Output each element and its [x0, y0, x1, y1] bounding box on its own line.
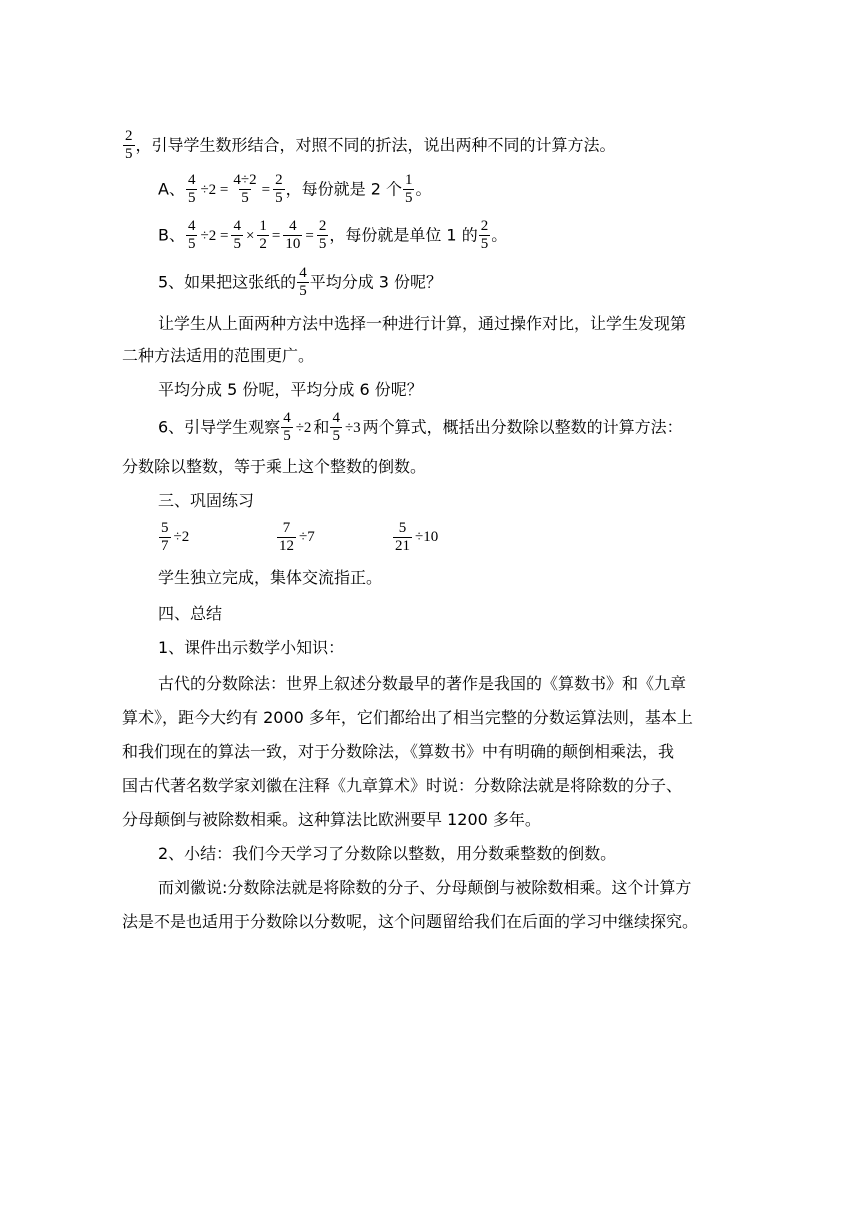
exercise-item: $\frac{5}{7}$ ÷2 [161, 520, 190, 554]
section-heading: 四、总结 [158, 604, 223, 623]
fraction: $\frac{2}{5}$ [125, 128, 133, 162]
paragraph-line: 法是不是也适用于分数除以分数呢，这个问题留给我们在后面的学习中继续探究。 [122, 912, 699, 931]
paragraph-line: 让学生从上面两种方法中选择一种进行计算，通过操作对比，让学生发现第 [158, 314, 687, 333]
question-6: 6、引导学生观察 $\frac{4}{5}$ ÷2 和 $\frac{4}{5}$ ÷3 两个算式，概括出分数除以整数的计算方法： [158, 410, 683, 444]
paragraph-line: 二种方法适用的范围更广。 [122, 346, 315, 365]
paragraph-line: 1、课件出示数学小知识： [158, 638, 345, 657]
paragraph-line: 平均分成 5 份呢，平均分成 6 份呢？ [158, 380, 423, 399]
paragraph-line: 学生独立完成，集体交流指正。 [158, 568, 383, 587]
paragraph-line: 分数除以整数，等于乘上这个整数的倒数。 [122, 457, 427, 476]
intro-line: $\frac{2}{5}$ ，引导学生数形结合，对照不同的折法，说出两种不同的计算方法。 [125, 128, 616, 162]
paragraph-line: 分母颠倒与被除数相乘。这种算法比欧洲要早 1200 多年。 [122, 810, 541, 829]
question-5: 5、如果把这张纸的 $\frac{4}{5}$ 平均分成 3 份呢？ [158, 265, 443, 299]
exercise-item: $\frac{7}{12}$ ÷7 [279, 520, 315, 554]
method-b: B、 $\frac{4}{5}$ ÷2 = $\frac{4}{5}$ × $\frac{1}{2}$ = $\frac{4}{10}$ = $\frac{2}{5}$ ，每份就是单位 1 的 $\frac{2}{5}$ 。 [158, 218, 508, 252]
paragraph-line: 和我们现在的算法一致，对于分数除法，《算数书》中有明确的颠倒相乘法，我 [122, 742, 675, 761]
paragraph-line: 而刘徽说:分数除法就是将除数的分子、分母颠倒与被除数相乘。这个计算方 [158, 878, 692, 897]
paragraph-line: 算术》，距今大约有 2000 多年，它们都给出了相当完整的分数运算法则，基本上 [122, 708, 693, 727]
exercise-item: $\frac{5}{21}$ ÷10 [395, 520, 439, 554]
method-a: A、 $\frac{4}{5}$ ÷2 = $\frac{4\div 2}{5}$ = $\frac{2}{5}$ ，每份就是 2 个 $\frac{1}{5}$ 。 [158, 172, 432, 206]
section-heading: 三、巩固练习 [158, 491, 255, 510]
paragraph-line: 2、小结：我们今天学习了分数除以整数，用分数乘整数的倒数。 [158, 844, 617, 863]
paragraph-line: 古代的分数除法：世界上叙述分数最早的著作是我国的《算数书》和《九章 [158, 674, 687, 693]
paragraph-line: 国古代著名数学家刘徽在注释《九章算术》时说：分数除法就是将除数的分子、 [122, 776, 683, 795]
